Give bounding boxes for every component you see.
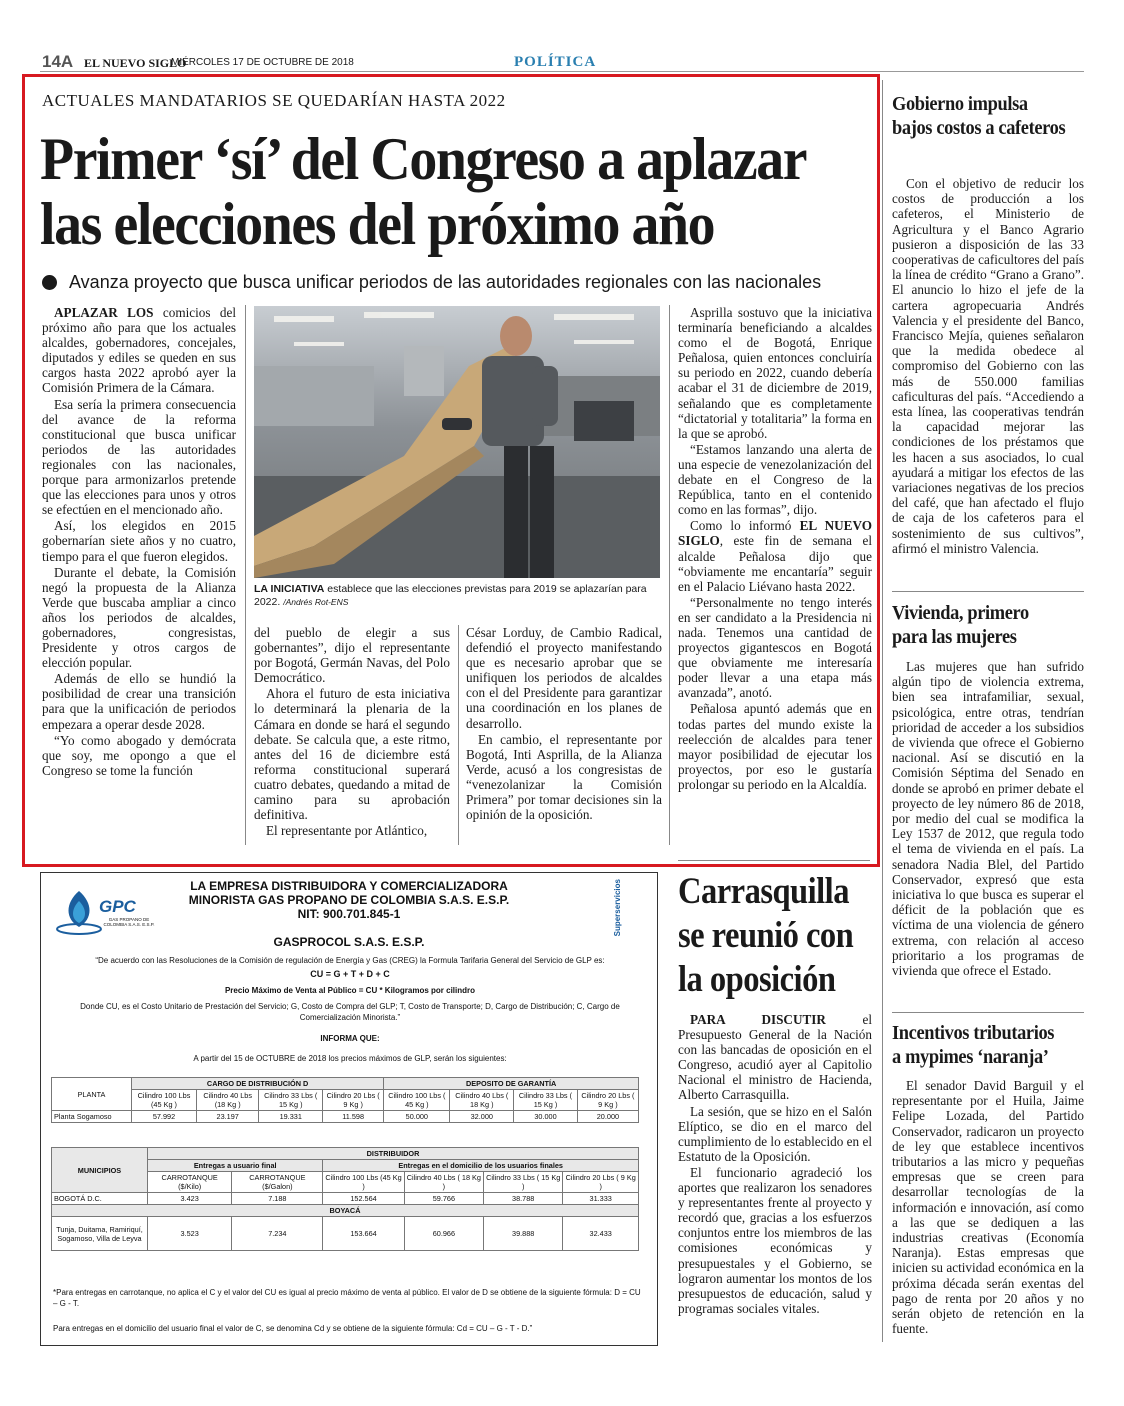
headline-line-3: la oposición (678, 959, 836, 1000)
column-header: DISTRIBUIDOR (148, 1148, 639, 1160)
column-header: Cilindro 100 Lbs (45 Kg ) (132, 1090, 197, 1111)
headline-line-2: se reunió con (678, 915, 854, 956)
brief-text-incentivos (892, 1078, 1084, 1336)
paragraph: La sesión, que se hizo en el Salón Elíptico, se dio en el marco del cumplimiento de lo establecido en el Estatuto de la Oposición. (678, 1103, 872, 1164)
column-header: Cilindro 33 Lbs ( 15 Kg ) (259, 1090, 323, 1111)
column-divider (669, 305, 670, 845)
table-row (52, 1205, 639, 1217)
column-header: PLANTA (52, 1078, 132, 1111)
article-column-4 (678, 305, 872, 793)
column-header: Cilindro 40 Lbs ( 18 Kg ) (404, 1172, 483, 1193)
footnote-carrotanque: *Para entregas en carrotanque, no aplica el C y el valor del CU es igual al precio máximo de venta al público. El valor de D se obtiene de la siguiente fórmula: D = CU – G - T. (53, 1288, 641, 1308)
formula-definitions: Donde CU, es el Costo Unitario de Prestación del Servicio; G, Costo de Compra del GLP; T, Costo de Transporte; D, Cargo de Distribución; C, Cargo de Comercialización Minorista.” (80, 1002, 620, 1022)
paragraph: del pueblo de elegir a sus gobernantes”, dijo el representante por Bogotá, Germán Navas, del Polo Democrático. (254, 625, 450, 686)
table-cell: 31.333 (563, 1193, 639, 1205)
table-cell: 7.234 (232, 1217, 323, 1251)
photo-credit: /Andrés Rot-ENS (283, 597, 349, 607)
article-column-1 (42, 305, 236, 779)
paragraph (678, 518, 872, 593)
newspaper-mention: EL NUEVO SIGLO (678, 518, 872, 549)
headline-line-1: Carrasquilla (678, 871, 849, 912)
lead-in: PARA DISCUTIR (690, 1012, 826, 1027)
column-header: Cilindro 20 Lbs ( 9 Kg ) (577, 1090, 638, 1111)
article-column-2 (254, 625, 450, 839)
paragraph: El representante por Atlántico, (266, 823, 428, 839)
caption-text: establece que las elecciones previstas para 2019 se aplazarían para 2022. (254, 583, 647, 608)
company-line-1: LA EMPRESA DISTRIBUIDORA Y COMERCIALIZADORA (190, 879, 508, 893)
footnote-domicilio: Para entregas en el domicilio del usuario final el valor de C, se denomina Cd y se obtiene de la siguiente fórmula: Cd = CU – G - T - D.” (53, 1324, 533, 1333)
column-header: Entregas a usuario final (148, 1160, 323, 1172)
informa-label: INFORMA QUE: (320, 1034, 380, 1043)
paragraph: Esa sería la primera consecuencia del avance de la reforma constitucional que busca unificar periodos de las autoridades regionales con las nacionales, porque para armonizarlos pretende que las elecciones para unos y otros se efectúen en el mencionado año. (42, 396, 236, 518)
lead-in: APLAZAR LOS (54, 305, 154, 320)
column-header: Cilindro 100 Lbs (45 Kg ) (323, 1172, 404, 1193)
bullet-icon (42, 275, 57, 290)
brief-title-incentivos: Incentivos tributarios a mypimes ‘naranja’ (892, 1022, 1055, 1068)
paragraph-text: comicios del próximo año para que los actuales alcaldes, gobernadores, concejales, diputados y ediles se queden en sus cargos hasta 2022 aprobó ayer la Comisión Primera de la Cámara. (42, 305, 236, 396)
paragraph: Así, los elegidos en 2015 gobernarían siete años y no cuatro, tiempo para el que fueron elegidos. (42, 518, 236, 564)
table-cell: 30.000 (514, 1111, 578, 1123)
brief-text-vivienda (892, 659, 1084, 978)
paragraph: “Estamos lanzando una alerta de una especie de venezolanización del debate en el Congreso de la República, tanto en el contenido como en las formas”, dijo. (678, 441, 872, 518)
region-header: BOYACÁ (52, 1205, 639, 1217)
paragraph: Además de ello se hundió la posibilidad de crear una transición para que la unificación de periodos empezara a operar desde 2028. (42, 671, 236, 732)
brief-text-cafeteros (892, 176, 1084, 556)
table-cell: 39.888 (484, 1217, 563, 1251)
tariff-formula: CU = G + T + D + C (310, 969, 390, 979)
column-divider (458, 625, 459, 845)
carrasquilla-body (678, 1012, 872, 1317)
effective-date-text: A partir del 15 de OCTUBRE de 2018 los precios máximos de GLP, serán los siguientes: (193, 1054, 507, 1063)
table-cell: 32.433 (563, 1217, 639, 1251)
table-cell: 60.966 (404, 1217, 483, 1251)
table-row (52, 1078, 639, 1090)
brief-title-vivienda: Vivienda, primero para las mujeres (892, 602, 1029, 648)
column-header: Cilindro 40 Lbs (18 Kg ) (196, 1090, 258, 1111)
table-cell: 7.188 (232, 1193, 323, 1205)
superservicios-text: Superservicios (613, 879, 622, 937)
article-kicker: ACTUALES MANDATARIOS SE QUEDARÍAN HASTA 2022 (42, 91, 506, 110)
table-cell: 3.523 (148, 1217, 232, 1251)
table-row (52, 1111, 639, 1123)
article-photo (254, 306, 660, 578)
company-line-2: MINORISTA GAS PROPANO DE COLOMBIA S.A.S. E.S.P. (188, 893, 510, 907)
row-label: Planta Sogamoso (52, 1111, 132, 1123)
paragraph: Durante el debate, la Comisión negó la propuesta de la Alianza Verde que buscaba ampliar a cinco años los periodos de alcaldes, gobernadores, congresistas, Presidente y otros cargos de elección popular. (42, 564, 236, 671)
price-formula: Precio Máximo de Venta al Público = CU * Kilogramos por cilindro (224, 986, 476, 995)
column-header: Cilindro 40 Lbs ( 18 Kg ) (450, 1090, 514, 1111)
brief-title-cafeteros: Gobierno impulsa bajos costos a cafeteros (892, 93, 1066, 139)
table-cell: 57.992 (132, 1111, 197, 1123)
paragraph-text: , este fin de semana el alcalde Peñalosa dijo que “obviamente me encantaría” seguir en el Palacio Liévano hasta 2022. (678, 533, 872, 594)
subhead-text: Avanza proyecto que busca unificar periodos de las autoridades regionales con las nacionales (69, 272, 822, 292)
company-nit: NIT: 900.701.845-1 (297, 907, 401, 921)
paragraph: César Lorduy, de Cambio Radical, defendió el proyecto manifestando que es necesario aprobar que se unifiquen los periodos de alcaldes con el del Presidente para garantizar una coordinación en los planes de desarrollo. (466, 625, 662, 731)
table-row (52, 1090, 639, 1111)
brief-rule (892, 591, 1084, 592)
paragraph: “Yo como abogado y demócrata que soy, me opongo a que el Congreso se tome la función (42, 732, 236, 778)
section-name: POLÍTICA (514, 54, 597, 70)
column-header: DEPOSITO DE GARANTÍA (384, 1078, 639, 1090)
column-header: Cilindro 33 Lbs ( 15 Kg ) (484, 1172, 563, 1193)
table-cell: 11.598 (323, 1111, 384, 1123)
headline-line-2: las elecciones del próximo año (40, 191, 715, 257)
table-cell: 152.564 (323, 1193, 404, 1205)
row-label: Tunja, Duitama, Ramiriquí, Sogamoso, Villa de Leyva (52, 1217, 148, 1251)
column-header: Entregas en el domicilio de los usuarios finales (323, 1160, 639, 1172)
issue-date: MIÉRCOLES 17 DE OCTUBRE DE 2018 (171, 57, 354, 68)
carrasquilla-headline (678, 870, 854, 1002)
paragraph: Las mujeres que han sufrido algún tipo de violencia extrema, bien sea intrafamiliar, sexual, psicológica, entre otras, tendrían prioridad de acceder a los subsidios de vivienda que ofrece el Gobierno nacional. Así se discutió en la Comisión Séptima del Senado en donde se aprobó en primer debate el proyecto de ley número 86 de 2018, por medio del cual se modifica la Ley 1537 de 2012, que regula todo el tema de vivienda en el país. La senadora Nadia Blel, del Partido Conservador, expresó que esta iniciativa lo que busca es superar el déficit de la población que es víctima de una violencia de género extrema, con relación al acceso prioritario a los programas de vivienda que ofrece el Estado. (892, 659, 1084, 979)
paragraph-text: el Presupuesto General de la Nación con las bancadas de oposición en el Congreso, acudió ayer al Capitolio Nacional el ministro de Hacienda, Alberto Carrasquilla. (678, 1012, 872, 1103)
logo-text: GPC (99, 897, 136, 916)
brief-rule (892, 1012, 1084, 1013)
table-cell: 153.664 (323, 1217, 404, 1251)
table-cell: 32.000 (450, 1111, 514, 1123)
headline-line-1: Primer ‘sí’ del Congreso a aplazar (40, 126, 807, 192)
table-cell: 38.788 (484, 1193, 563, 1205)
caption-lead: LA INICIATIVA (254, 583, 325, 595)
paragraph: Con el objetivo de reducir los costos de producción a los cafeteros, el Ministerio de Agricultura y el Banco Agrario pusieron a disposición de las 33 cooperativas de caficultores del país la línea de crédito “Grano a Grano”. El anuncio lo hizo el jefe de la cartera agropecuaria Andrés Valencia y el presidente del Banco, Francisco Mejía, quienes señalaron que la medida obedece al compromiso del Gobierno con las más de 550.000 familias caficulturas del país. “Accediendo a esta línea, las cooperativas tendrán la capacidad mejorar las condiciones de los préstamos que les hacen a sus asociados, lo cual ayudará a mitigar los efectos de las variaciones negativas de los precios del café, que han afectado el flujo de caja de los cafeteros para el sostenimiento de sus cultivos”, afirmó el ministro Valencia. (892, 176, 1084, 556)
municipal-prices-table (51, 1147, 639, 1251)
table-cell: 3.423 (148, 1193, 232, 1205)
table-cell: 50.000 (384, 1111, 450, 1123)
section-rule (678, 860, 870, 861)
photo-illustration (254, 306, 660, 578)
column-header: CARROTANQUE ($/Kilo) (148, 1172, 232, 1193)
table-row (52, 1193, 639, 1205)
column-header: MUNICIPIOS (52, 1148, 148, 1193)
plant-prices-table (51, 1077, 639, 1123)
column-header: Cilindro 100 Lbs ( 45 Kg ) (384, 1090, 450, 1111)
photo-caption (254, 583, 660, 609)
page-number: 14A (42, 52, 74, 71)
sidebar-divider (882, 80, 883, 1342)
article-column-3 (466, 625, 662, 823)
table-cell: 20.000 (577, 1111, 638, 1123)
article-subhead (42, 272, 821, 293)
table-cell: 59.766 (404, 1193, 483, 1205)
newspaper-name: EL NUEVO SIGLO (84, 56, 187, 70)
column-divider (245, 305, 246, 845)
paragraph: En cambio, el representante por Bogotá, Inti Asprilla, de la Alianza Verde, acusó a los congresistas de “venezolanizar la Comisión Primera” por tomar decisiones sin la opinión de la oposición. (466, 731, 662, 823)
tariff-intro: “De acuerdo con las Resoluciones de la Comisión de regulación de Energía y Gas (CREG) la Formula Tarifaria General del Servicio de GLP es: (95, 956, 605, 965)
column-header: Cilindro 20 Lbs ( 9 Kg ) (563, 1172, 639, 1193)
paragraph: “Personalmente no tengo interés en ser candidato a la Presidencia ni nada. Tenemos una cantidad de proyectos gigantescos en Bogotá que obviamente me interesaría poder llevar a una etapa más avanzada”, anotó. (678, 594, 872, 701)
table-row (52, 1217, 639, 1251)
column-header: Cilindro 33 Lbs ( 15 Kg ) (514, 1090, 578, 1111)
table-cell: 19.331 (259, 1111, 323, 1123)
paragraph: Asprilla sostuvo que la iniciativa terminaría beneficiando a alcaldes como el de Bogotá, Enrique Peñalosa, quien entonces concluiría su periodo en 2022, cuando debería acabar el 31 de diciembre de 2019, señalando que es completamente “dictatorial y totalitaria” la forma en la que se aprobó. (678, 305, 872, 441)
gasprocol-name: GASPROCOL S.A.S. E.S.P. (273, 935, 425, 949)
paragraph (678, 1012, 872, 1103)
table-cell: 23.197 (196, 1111, 258, 1123)
column-header: CARGO DE DISTRIBUCIÓN D (132, 1078, 384, 1090)
article-headline (40, 127, 812, 257)
logo-subtext: GAS PROPANO DE COLOMBIA S.A.S. E.S.P. (103, 917, 155, 927)
gas-price-advertisement (40, 872, 658, 1346)
paragraph: Peñalosa apuntó además que en todas partes del mundo existe la reelección de alcaldes para tener mayor posibilidad de ejecutar los proyectos, por eso le gustaría prolongar su periodo en la Alcaldía. (678, 701, 872, 792)
table-row (52, 1148, 639, 1160)
paragraph-text: Como lo informó (690, 518, 800, 534)
column-header: CARROTANQUE ($/Galon) (232, 1172, 323, 1193)
column-header: Cilindro 20 Lbs ( 9 Kg ) (323, 1090, 384, 1111)
paragraph: El funcionario agradeció los aportes que realizaron los senadores y representantes frente al proyecto y recordó que, gracias a los esfuerzos conjuntos entre los miembros de las comisiones económicas y presupuestales y el Gobierno, se lograron aumentar los montos de los presupuestos de educación, salud y programas sociales vitales. (678, 1164, 872, 1316)
row-label: BOGOTÁ D.C. (52, 1193, 148, 1205)
paragraph: El senador David Barguil y el representante por el Huila, Jaime Felipe Lozada, del Partido Conservador, radicaron un proyecto de ley que establece incentivos tributarios a las micro y pequeñas empresas que se creen para desarrollar tecnologías de la información e innovación, así como a las que se dediquen a las industrias creativas (Economía Naranja). Estas empresas que inicien su actividad económica en la próxima década serán exentas del pago de renta por 20 años y no serán objeto de retención en la fuente. (892, 1078, 1084, 1337)
header-rule (40, 71, 1084, 72)
paragraph: Ahora el futuro de esta iniciativa lo determinará la plenaria de la Cámara en donde se hará el segundo debate. Se calcula que, a este ritmo, antes del 16 de diciembre está reforma constitucional superará cuatro debates, quedando a mitad de camino para su aprobación definitiva. (254, 686, 450, 823)
paragraph (42, 305, 236, 396)
